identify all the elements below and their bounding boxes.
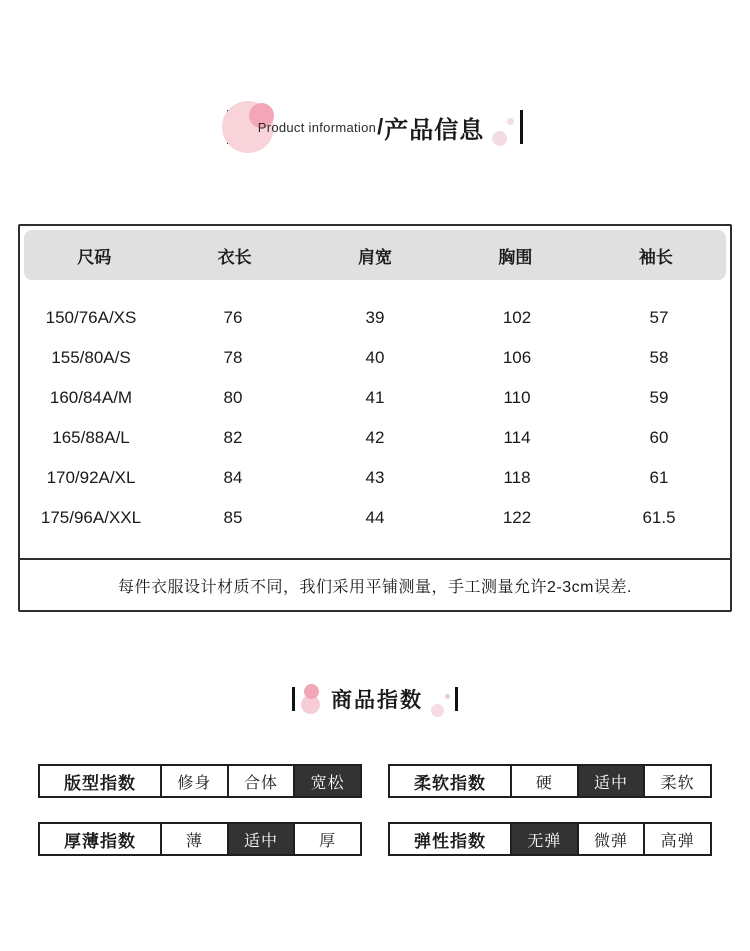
size-col-header: 袖长 (638, 247, 673, 267)
size-cell: 60 (649, 428, 669, 447)
index-label: 柔软指数 (414, 773, 486, 793)
size-cell: 43 (365, 468, 385, 487)
table-row (20, 498, 730, 538)
right-bar-decoration (520, 110, 523, 144)
size-cell: 82 (223, 428, 243, 447)
size-cell: 165/88A/L (52, 428, 130, 447)
pink-dot-tiny (507, 118, 514, 125)
size-cell: 175/96A/XXL (40, 508, 142, 527)
left-bar-decoration (292, 687, 295, 711)
table-row (20, 458, 730, 498)
table-row (20, 378, 730, 418)
index-option: 硬 (510, 766, 577, 796)
index-label: 弹性指数 (414, 831, 486, 851)
product-index-header (0, 676, 750, 722)
table-row (20, 338, 730, 378)
size-col-header: 衣长 (217, 247, 252, 267)
size-col-header: 胸围 (498, 247, 533, 267)
index-option: 适中 (227, 824, 294, 854)
size-cell: 61 (649, 468, 669, 487)
index-option: 适中 (577, 766, 644, 796)
size-cell: 85 (223, 508, 243, 527)
pink-dots-decoration (431, 691, 451, 717)
size-cell: 150/76A/XS (45, 308, 137, 327)
index-option: 宽松 (293, 766, 360, 796)
size-cell: 106 (502, 348, 532, 367)
size-cell: 44 (365, 508, 385, 527)
size-cell: 114 (503, 428, 531, 447)
pink-dot-medium (431, 704, 444, 717)
size-cell: 76 (223, 308, 243, 327)
size-table-body (20, 284, 730, 558)
index-option: 微弹 (577, 824, 644, 854)
size-cell: 78 (223, 348, 243, 367)
size-col-header: 尺码 (77, 247, 112, 267)
size-cell: 118 (503, 468, 531, 487)
index-label: 版型指数 (64, 773, 136, 793)
size-cell: 40 (365, 348, 385, 367)
index-label: 厚薄指数 (64, 831, 136, 851)
size-cell: 57 (649, 308, 669, 327)
size-cell: 58 (649, 348, 669, 367)
pink-dots-decoration (492, 116, 516, 146)
size-col-header: 肩宽 (358, 247, 393, 267)
pink-dots-decoration (301, 684, 323, 714)
index-option: 厚 (293, 824, 360, 854)
fit-index-table (38, 764, 362, 798)
index-option: 修身 (160, 766, 227, 796)
size-cell: 84 (223, 468, 243, 487)
section-title-zh: 产品信息 (384, 116, 485, 144)
pink-dot-dark (304, 684, 319, 699)
title-slash: / (377, 114, 384, 139)
section-title-zh: 商品指数 (331, 689, 423, 712)
table-row (20, 418, 730, 458)
size-chart-table (18, 224, 732, 612)
size-cell: 110 (503, 388, 531, 407)
index-option: 薄 (160, 824, 227, 854)
size-cell: 61.5 (642, 508, 676, 527)
size-table-header-row (24, 230, 726, 280)
size-cell: 155/80A/S (51, 348, 131, 367)
size-cell: 39 (365, 308, 385, 327)
table-row (20, 298, 730, 338)
product-info-header (0, 100, 750, 154)
size-cell: 41 (365, 388, 385, 407)
size-cell: 102 (502, 308, 532, 327)
index-option: 合体 (227, 766, 294, 796)
pink-dot-tiny (445, 694, 450, 699)
size-cell: 170/92A/XL (46, 468, 136, 487)
size-cell: 80 (223, 388, 243, 407)
size-cell: 122 (502, 508, 532, 527)
section-title-en: Product information (257, 119, 377, 135)
product-index-grid (0, 764, 750, 856)
measurement-note: 每件衣服设计材质不同，我们采用平铺测量，手工测量允许2-3cm误差. (20, 558, 730, 610)
size-cell: 59 (649, 388, 669, 407)
size-cell: 42 (365, 428, 385, 447)
index-option: 柔软 (643, 766, 710, 796)
index-option: 高弹 (643, 824, 710, 854)
pink-dot-medium (492, 131, 507, 146)
right-bar-decoration (455, 687, 458, 711)
size-cell: 160/84A/M (49, 388, 133, 407)
index-option: 无弹 (510, 824, 577, 854)
softness-index-table (388, 764, 712, 798)
